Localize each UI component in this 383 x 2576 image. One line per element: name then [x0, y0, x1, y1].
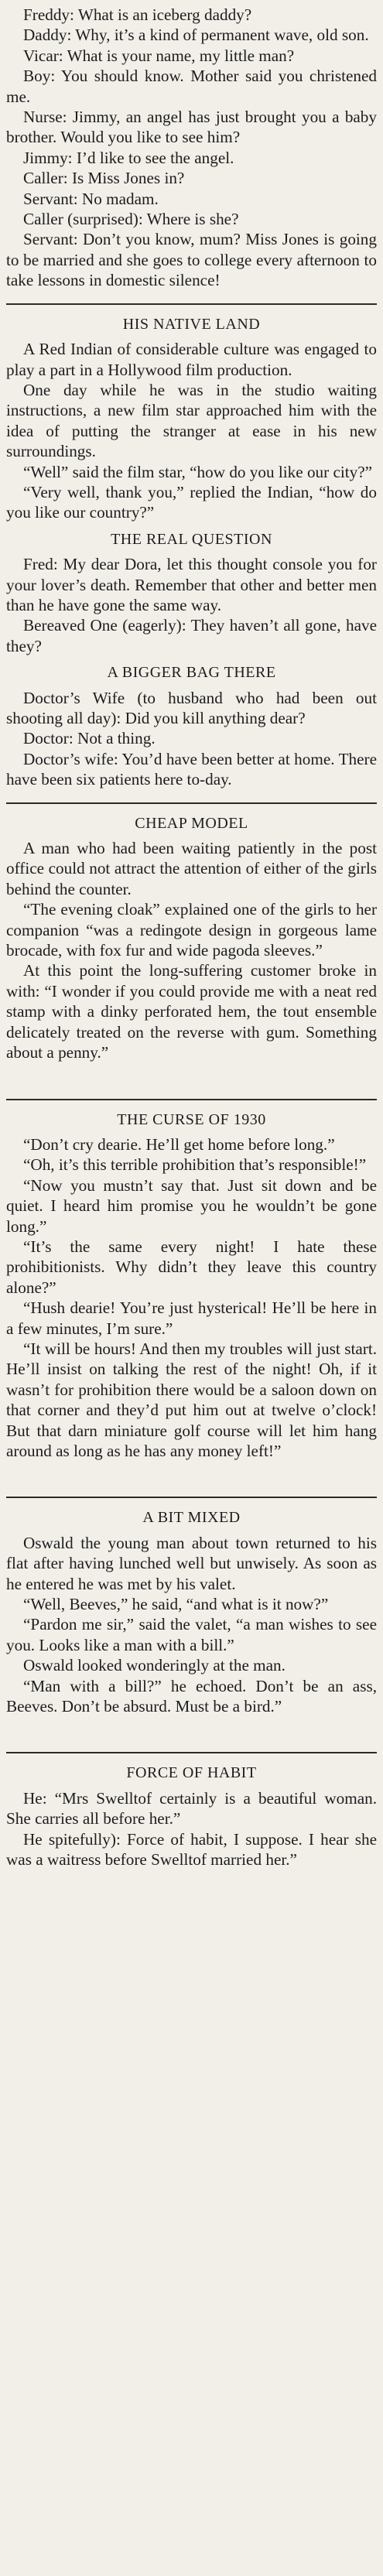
- story-paragraph: Daddy: Why, it’s a kind of permanent wave, old son.: [23, 26, 369, 45]
- story-paragraph: Nurse: Jimmy, an angel has just brought you a baby brother. Would you like to see him?: [6, 108, 377, 147]
- story-section: [6, 1763, 377, 1870]
- story-paragraph: A man who had been waiting patiently in the post office could not attract the attention of either of the girls behind the counter.: [6, 839, 377, 898]
- story-paragraph: Caller (surprised): Where is she?: [23, 210, 239, 229]
- story-paragraph: “Hush dearie! You’re just hysterical! He’ll be here in a few minutes, I’m sure.”: [6, 1298, 377, 1338]
- story-section: [6, 813, 377, 1063]
- column-spacer: [6, 1464, 377, 1484]
- story-paragraph: Doctor: Not a thing.: [23, 729, 156, 748]
- story-paragraph: Freddy: What is an iceberg daddy?: [23, 5, 252, 24]
- column-spacer: [6, 1719, 377, 1740]
- story-paragraph: At this point the long-suffering customer broke in with: “I wonder if you could provide me with a neat red stamp with a dinky perforated hem, the tout ensemble delicately treated on the reverse with gum. Something about a penny.”: [6, 961, 377, 1062]
- section-divider: [6, 802, 377, 804]
- story-paragraph: Oswald the young man about town returned to his flat after having lunched well but unwisely. As soon as he entered he was met by his valet.: [6, 1533, 377, 1593]
- story-paragraph: Servant: Don’t you know, mum? Miss Jones is going to be married and she goes to college every afternoon to take lessons in domestic silence!: [6, 230, 377, 290]
- story-paragraph: Vicar: What is your name, my little man?: [23, 46, 295, 65]
- story-paragraph: “Pardon me sir,” said the valet, “a man wishes to see you. Looks like a man with a bill.”: [6, 1615, 377, 1654]
- story-paragraph: “Don’t cry dearie. He’ll get home before long.”: [23, 1134, 335, 1154]
- story-paragraph: Boy: You should know. Mother said you christened me.: [6, 67, 377, 106]
- section-heading: HIS NATIVE LAND: [122, 315, 261, 333]
- section-divider: [6, 1497, 377, 1498]
- story-paragraph: Oswald looked wonderingly at the man.: [23, 1656, 286, 1675]
- story-paragraph: Fred: My dear Dora, let this thought console you for your lover’s death. Remember that other and better men than he have gone the same way.: [6, 555, 377, 614]
- section-heading: THE CURSE OF 1930: [117, 1110, 266, 1128]
- section-divider: [6, 1099, 377, 1100]
- story-paragraph: He spitefully): Force of habit, I suppose. I hear she was a waitress before Swelltof married her.”: [6, 1829, 377, 1870]
- story-paragraph: Caller: Is Miss Jones in?: [23, 169, 185, 188]
- story-paragraph: Jimmy: I’d like to see the angel.: [23, 148, 234, 167]
- story-paragraph: “Well” said the film star, “how do you like our city?”: [23, 462, 373, 481]
- section-divider: [6, 1752, 377, 1753]
- column-spacer: [6, 1066, 377, 1086]
- story-paragraph: Bereaved One (eagerly): They haven’t all gone, have they?: [6, 616, 377, 655]
- story-paragraph: Doctor’s Wife (to husband who had been out shooting all day): Did you kill anything dear?: [6, 688, 377, 727]
- story-section: [6, 1110, 377, 1462]
- section-heading: THE REAL QUESTION: [111, 530, 272, 548]
- story-paragraph: One day while he was in the studio waiting instructions, a new film star approached him with the idea of putting the stranger at ease in his new surroundings.: [6, 380, 377, 461]
- section-divider: [6, 303, 377, 305]
- story-section: [6, 662, 377, 789]
- story-paragraph: “Very well, thank you,” replied the Indian, “how do you like our country?”: [6, 482, 377, 522]
- story-section: [6, 1507, 377, 1716]
- story-section: [6, 5, 377, 291]
- story-paragraph: A Red Indian of considerable culture was engaged to play a part in a Hollywood film production.: [6, 340, 377, 379]
- story-paragraph: “Man with a bill?” he echoed. Don’t be an ass, Beeves. Don’t be absurd. Must be a bird.”: [6, 1676, 377, 1716]
- story-paragraph: “Now you mustn’t say that. Just sit down and be quiet. I heard him promise you he wouldn’t be gone long.”: [6, 1175, 377, 1236]
- story-paragraph: He: “Mrs Swelltof certainly is a beautiful woman. She carries all before her.”: [6, 1788, 377, 1829]
- story-paragraph: Servant: No madam.: [23, 189, 159, 208]
- section-heading: FORCE OF HABIT: [126, 1764, 257, 1782]
- section-heading: CHEAP MODEL: [135, 814, 248, 832]
- story-section: [6, 529, 377, 656]
- story-paragraph: “The evening cloak” explained one of the girls to her companion “was a redingote design in gorgeous lame brocade, with fox fur and wide pagoda sleeves.”: [6, 900, 377, 960]
- story-paragraph: “Oh, it’s this terrible prohibition that’s responsible!”: [23, 1155, 367, 1175]
- story-paragraph: Doctor’s wife: You’d have been better at home. There have been six patients here to-day.: [6, 749, 377, 789]
- section-heading: A BIGGER BAG THERE: [107, 664, 276, 682]
- story-section: [6, 314, 377, 523]
- section-heading: A BIT MIXED: [142, 1509, 241, 1527]
- story-paragraph: “It will be hours! And then my troubles will just start. He’ll insist on talking the rest of the night! Oh, if it wasn’t for prohibition there would be a saloon down on that corner and they’d put him out at twelve o’clock! But that darn miniature golf course will let him hang around as long as he has any money left!”: [6, 1339, 377, 1460]
- story-paragraph: “Well, Beeves,” he said, “and what is it now?”: [23, 1595, 329, 1614]
- story-paragraph: “It’s the same every night! I hate these prohibitionists. Why didn’t they leave this country alone?”: [6, 1237, 377, 1297]
